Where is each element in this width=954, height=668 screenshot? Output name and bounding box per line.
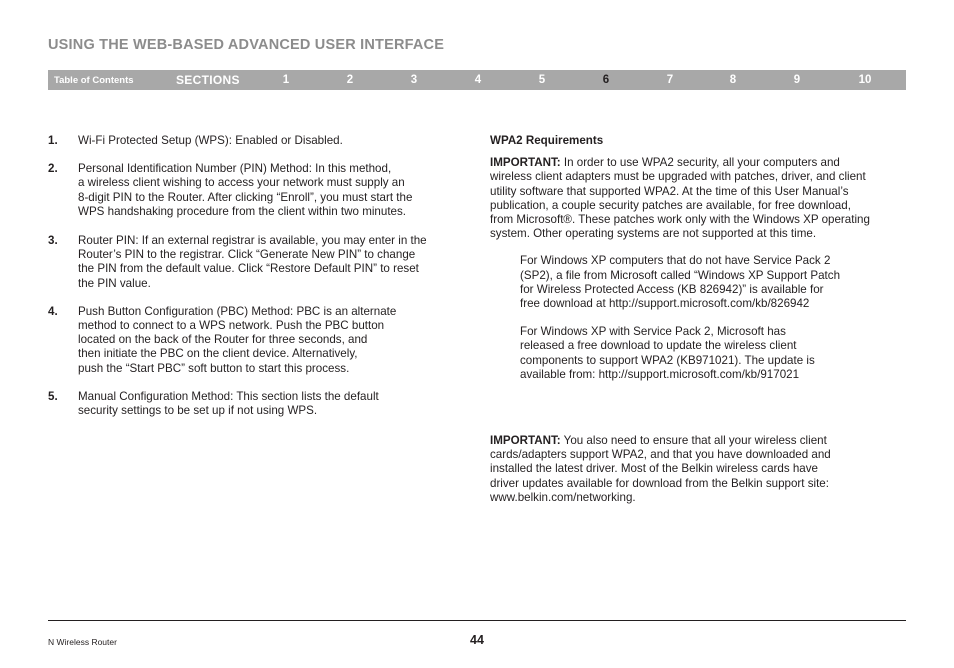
footer-product-name: N Wireless Router bbox=[48, 637, 117, 647]
list-item bbox=[48, 162, 468, 219]
list-item-text: Wi-Fi Protected Setup (WPS): Enabled or Disabled. bbox=[78, 134, 343, 147]
list-item bbox=[48, 134, 468, 148]
section-link-9[interactable]: 9 bbox=[793, 74, 801, 86]
sp1-note: For Windows XP computers that do not have Service Pack 2 (SP2), a file from Microsoft called “Windows XP Support Patch for Wireless Protected Access (KB 826942)” is available for free download at http://support.microsoft.com/kb/826942 bbox=[520, 254, 841, 311]
list-item bbox=[48, 234, 468, 291]
footer-divider bbox=[48, 620, 906, 621]
important-label: IMPORTANT: bbox=[490, 434, 561, 448]
section-link-4[interactable]: 4 bbox=[474, 74, 482, 86]
section-link-1[interactable]: 1 bbox=[282, 74, 290, 86]
list-item-number: 5. bbox=[48, 389, 58, 403]
section-link-7[interactable]: 7 bbox=[666, 74, 674, 86]
list-item-number: 1. bbox=[48, 134, 58, 147]
page-number: 44 bbox=[470, 633, 484, 647]
list-item-text: Manual Configuration Method: This section lists the default security settings to be set up if not using WPS. bbox=[78, 389, 379, 418]
section-link-8[interactable]: 8 bbox=[729, 74, 737, 86]
sp2-note: For Windows XP with Service Pack 2, Microsoft has released a free download to update the wireless client components to support WPA2 (KB971021). The update is available from: http://support.microsoft.com/kb/917021 bbox=[520, 325, 815, 381]
section-link-6-active[interactable]: 6 bbox=[602, 74, 610, 86]
section-link-2[interactable]: 2 bbox=[346, 74, 354, 86]
important-text: In order to use WPA2 security, all your computers and wireless client adapters must be upgraded with patches, driver, and client utility software that supported WPA2. At the time of this User Manual’s publication, a couple security patches are available, for free download, from Microsoft®. These patches work only with the Windows XP operating system. Other operating systems are not supported at this time. bbox=[490, 156, 870, 241]
section-link-5[interactable]: 5 bbox=[538, 74, 546, 86]
table-of-contents-link[interactable]: Table of Contents bbox=[54, 75, 134, 86]
important-paragraph-1 bbox=[490, 156, 908, 241]
important-text: You also need to ensure that all your wireless client cards/adapters support WPA2, and that you have downloaded and installed the latest driver. Most of the Belkin wireless cards have driver updates available for download from the Belkin support site: www.belkin.com/networking. bbox=[490, 434, 831, 504]
important-label: IMPORTANT: bbox=[490, 156, 561, 170]
right-column bbox=[490, 134, 908, 505]
sections-label: SECTIONS bbox=[176, 73, 240, 87]
list-item-text: Personal Identification Number (PIN) Method: In this method, a wireless client wishing to access your network must supply an 8-digit PIN to the Router. After clicking “Enroll”, you must start the WPS handshaking procedure from the client within two minutes. bbox=[78, 162, 413, 218]
section-link-10[interactable]: 10 bbox=[858, 74, 872, 86]
list-item-text: Router PIN: If an external registrar is available, you may enter in the Router’s PIN to the registrar. Click “Generate New PIN” to change the PIN from the default value. Click “Restore Default PIN” to reset the PIN value. bbox=[78, 234, 427, 290]
list-item bbox=[48, 305, 468, 376]
list-item-number: 2. bbox=[48, 162, 58, 176]
section-link-3[interactable]: 3 bbox=[410, 74, 418, 86]
section-title: WPA2 Requirements bbox=[490, 134, 604, 147]
section-navbar bbox=[48, 70, 906, 90]
list-item-text: Push Button Configuration (PBC) Method: PBC is an alternate method to connect to a WPS network. Push the PBC button located on the back of the Router for three seconds, and then initiate the PBC on the client device. Alternatively, push the “Start PBC” soft button to start this process. bbox=[78, 304, 397, 375]
list-item-number: 3. bbox=[48, 234, 58, 248]
list-item-number: 4. bbox=[48, 304, 58, 318]
important-paragraph-2 bbox=[490, 434, 908, 505]
left-column bbox=[48, 134, 468, 418]
list-item bbox=[48, 390, 468, 418]
page-header-title: USING THE WEB-BASED ADVANCED USER INTERFACE bbox=[48, 37, 445, 53]
